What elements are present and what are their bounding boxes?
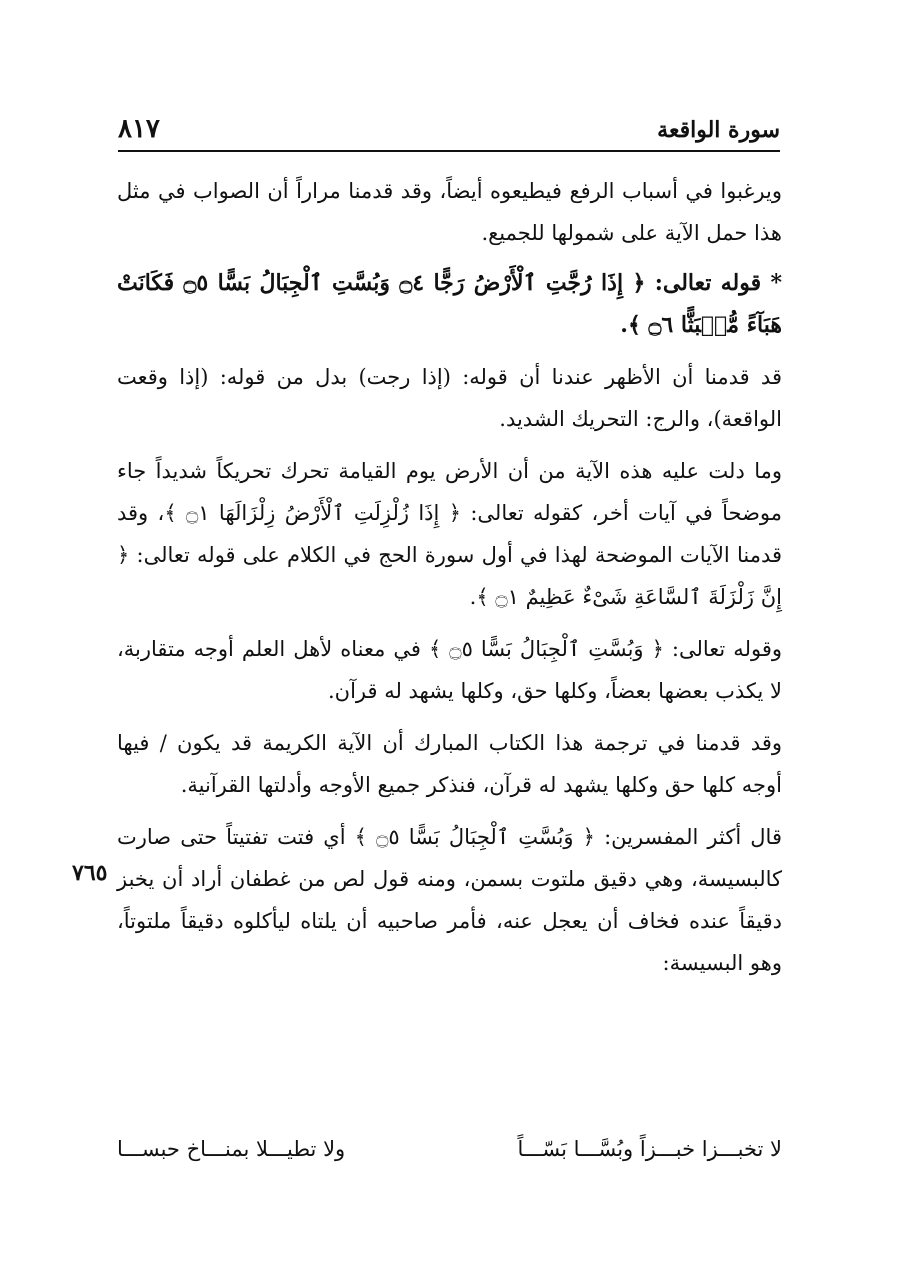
poetry-verse xyxy=(117,1128,782,1170)
paragraph-mufassirin-view: قال أكثر المفسرين: ﴿ وَبُسَّتِ ٱلْجِبَالُ بَسًّا ۝٥ ﴾ أي فتت تفتيتاً حتى صارت كالبسيسة، وهي دقيق ملتوت بسمن، ومنه قول لص من غطفان أراد أن يخبز دقيقاً عنده فخاف أن يعجل عنه، فأمر صاحبيه أن يلتاه ليأكلوه دقيقاً ملتوتاً، وهو البسيسة: xyxy=(117,825,782,975)
paragraph-earth-shaking: وما دلت عليه هذه الآية من أن الأرض يوم القيامة تحرك تحريكاً شديداً جاء موضحاً في آيات أخر، كقوله تعالى: ﴿ إِذَا زُلْزِلَتِ ٱلْأَرْضُ زِلْزَالَهَا ۝١ ﴾، وقد قدمنا الآيات الموضحة لهذا في أول سورة الحج في الكلام على قوله تعالى: ﴿ إِنَّ زَلْزَلَةَ ٱلسَّاعَةِ شَىْءٌ عَظِيمٌ ۝١ ﴾. xyxy=(117,459,783,609)
page-header xyxy=(118,110,780,150)
chapter-title: سورة الواقعة xyxy=(657,117,780,143)
page-body xyxy=(117,170,782,994)
verse-first-hemistich: لا تخبـــزا خبـــزاً وبُسَّـــا بَسّـــاً xyxy=(517,1137,782,1161)
paragraph-multiple-aspects: وقد قدمنا في ترجمة هذا الكتاب المبارك أن الآية الكريمة قد يكون / فيها أوجه كلها حق وكلها يشهد له قرآن، فنذكر جميع الأوجه وأدلتها القرآنية. xyxy=(117,731,782,797)
verse-second-hemistich: ولا تطيـــلا بمنـــاخ حبســـا xyxy=(117,1137,346,1161)
margin-page-reference: ٧٦٥ xyxy=(72,860,108,886)
paragraph-mountains-meaning: وقوله تعالى: ﴿ وَبُسَّتِ ٱلْجِبَالُ بَسًّا ۝٥ ﴾ في معناه لأهل العلم أوجه متقاربة، لا يكذب بعضها بعضاً، وكلها حق، وكلها يشهد له قرآن. xyxy=(117,637,782,703)
paragraph-rajj-explanation: قد قدمنا أن الأظهر عندنا أن قوله: (إذا رجت) بدل من قوله: (إذا وقعت الواقعة)، والرج: التحريك الشديد. xyxy=(117,365,782,431)
paragraph-intro: ويرغبوا في أسباب الرفع فيطيعوه أيضاً، وقد قدمنا مراراً أن الصواب في مثل هذا حمل الآية على شمولها للجميع. xyxy=(117,179,782,245)
header-divider xyxy=(118,150,780,152)
paragraph-quran-verse-heading: * قوله تعالى: ﴿ إِذَا رُجَّتِ ٱلْأَرْضُ رَجًّا ۝٤ وَبُسَّتِ ٱلْجِبَالُ بَسًّا ۝٥ فَكَانَتْ هَبَآءً مُّنۢبَثًّا ۝٦ ﴾. xyxy=(117,270,783,338)
page-number: ٨١٧ xyxy=(118,114,160,144)
